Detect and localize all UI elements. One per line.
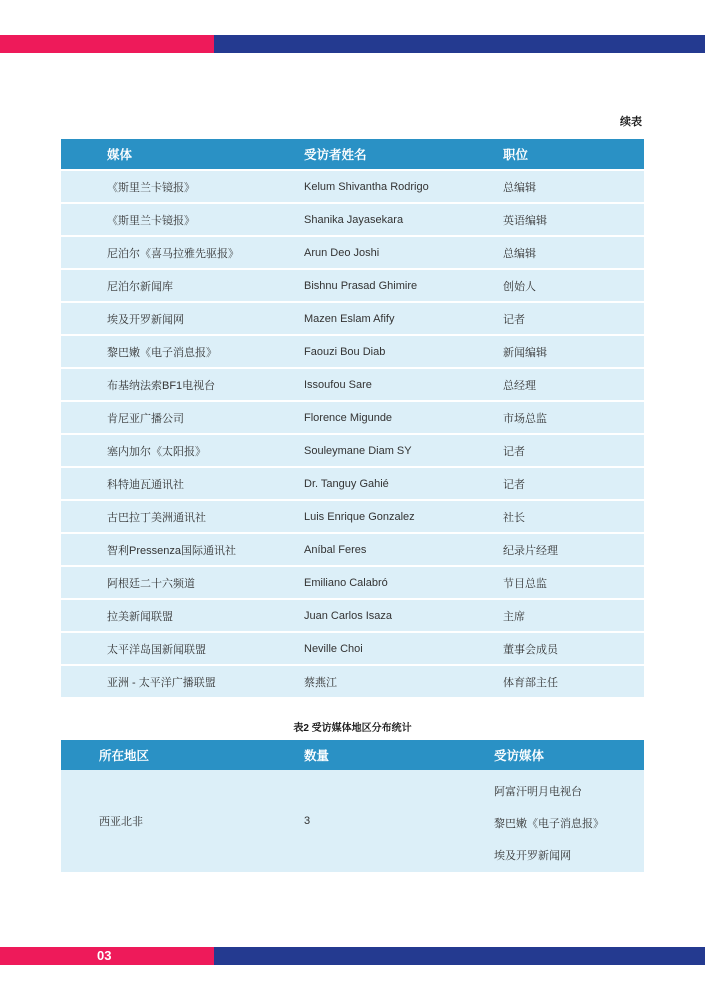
cell-position: 市场总监 [503, 401, 644, 434]
cell-position: 英语编辑 [503, 203, 644, 236]
cell-interviewee-name: Mazen Eslam Afify [304, 302, 503, 335]
cell-interviewee-name: 蔡燕江 [304, 665, 503, 697]
cell-position: 社长 [503, 500, 644, 533]
cell-media: 拉美新闻联盟 [61, 599, 304, 632]
cell-media: 尼泊尔新闻库 [61, 269, 304, 302]
cell-interviewee-name: Arun Deo Joshi [304, 236, 503, 269]
region-distribution-table [61, 740, 644, 872]
table-row [61, 533, 644, 566]
table-row [61, 170, 644, 203]
cell-position: 董事会成员 [503, 632, 644, 665]
table-row [61, 236, 644, 269]
media-item: 阿富汗明月电视台 [494, 786, 582, 798]
cell-media: 《斯里兰卡镜报》 [61, 203, 304, 236]
cell-media: 尼泊尔《喜马拉雅先驱报》 [61, 236, 304, 269]
page-number: 03 [97, 948, 112, 963]
cell-interviewee-name: Bishnu Prasad Ghimire [304, 269, 503, 302]
cell-position: 体育部主任 [503, 665, 644, 697]
top-bar-pink-segment [0, 35, 214, 53]
bottom-color-bar [0, 947, 705, 965]
cell-interviewee-name: Issoufou Sare [304, 368, 503, 401]
cell-media: 《斯里兰卡镜报》 [61, 170, 304, 203]
table-row [61, 335, 644, 368]
cell-media: 埃及开罗新闻网 [61, 302, 304, 335]
cell-position: 新闻编辑 [503, 335, 644, 368]
header-media: 媒体 [61, 139, 304, 170]
cell-media: 布基纳法索BF1电视台 [61, 368, 304, 401]
cell-interviewee-name: Neville Choi [304, 632, 503, 665]
cell-interviewee-name: Luis Enrique Gonzalez [304, 500, 503, 533]
table-header-row [61, 740, 644, 770]
cell-interviewee-name: Florence Migunde [304, 401, 503, 434]
header-interviewed-media: 受访媒体 [494, 740, 644, 770]
table-row [61, 467, 644, 500]
table-row [61, 566, 644, 599]
cell-media: 智利Pressenza国际通讯社 [61, 533, 304, 566]
cell-media: 塞内加尔《太阳报》 [61, 434, 304, 467]
cell-position: 总编辑 [503, 170, 644, 203]
cell-media: 古巴拉丁美洲通讯社 [61, 500, 304, 533]
bottom-bar-pink-segment [0, 947, 214, 965]
cell-region: 西亚北非 [61, 770, 304, 872]
cell-position: 节目总监 [503, 566, 644, 599]
table-row [61, 368, 644, 401]
header-region: 所在地区 [61, 740, 304, 770]
media-item: 黎巴嫩《电子消息报》 [494, 818, 604, 830]
table-row [61, 665, 644, 697]
media-interviewee-table [61, 139, 644, 697]
cell-media: 黎巴嫩《电子消息报》 [61, 335, 304, 368]
table-row [61, 302, 644, 335]
cell-media: 科特迪瓦通讯社 [61, 467, 304, 500]
bottom-bar-navy-segment [214, 947, 705, 965]
table2-caption: 表2 受访媒体地区分布统计 [293, 723, 412, 734]
cell-position: 记者 [503, 467, 644, 500]
table-row [61, 770, 644, 872]
header-position: 职位 [503, 139, 644, 170]
table-row [61, 401, 644, 434]
table-header-row [61, 139, 644, 170]
table-row [61, 632, 644, 665]
cell-interviewee-name: Souleymane Diam SY [304, 434, 503, 467]
table-row [61, 500, 644, 533]
continued-label: 续表 [620, 116, 642, 128]
cell-interviewee-name: Aníbal Feres [304, 533, 503, 566]
cell-position: 主席 [503, 599, 644, 632]
cell-position: 纪录片经理 [503, 533, 644, 566]
cell-interviewee-name: Faouzi Bou Diab [304, 335, 503, 368]
table-row [61, 203, 644, 236]
cell-media: 太平洋岛国新闻联盟 [61, 632, 304, 665]
table-row [61, 434, 644, 467]
media-item: 埃及开罗新闻网 [494, 850, 571, 862]
cell-position: 总编辑 [503, 236, 644, 269]
top-bar-navy-segment [214, 35, 705, 53]
cell-count: 3 [304, 770, 494, 872]
cell-position: 创始人 [503, 269, 644, 302]
cell-interviewee-name: Emiliano Calabró [304, 566, 503, 599]
cell-media: 阿根廷二十六频道 [61, 566, 304, 599]
cell-interviewee-name: Kelum Shivantha Rodrigo [304, 170, 503, 203]
cell-media: 亚洲 - 太平洋广播联盟 [61, 665, 304, 697]
header-interviewee-name: 受访者姓名 [304, 139, 503, 170]
cell-interviewed-media [494, 770, 644, 872]
cell-position: 总经理 [503, 368, 644, 401]
cell-interviewee-name: Shanika Jayasekara [304, 203, 503, 236]
cell-position: 记者 [503, 302, 644, 335]
header-count: 数量 [304, 740, 494, 770]
top-color-bar [0, 35, 705, 53]
cell-interviewee-name: Dr. Tanguy Gahié [304, 467, 503, 500]
cell-position: 记者 [503, 434, 644, 467]
table-row [61, 599, 644, 632]
cell-interviewee-name: Juan Carlos Isaza [304, 599, 503, 632]
cell-media: 肯尼亚广播公司 [61, 401, 304, 434]
table-row [61, 269, 644, 302]
